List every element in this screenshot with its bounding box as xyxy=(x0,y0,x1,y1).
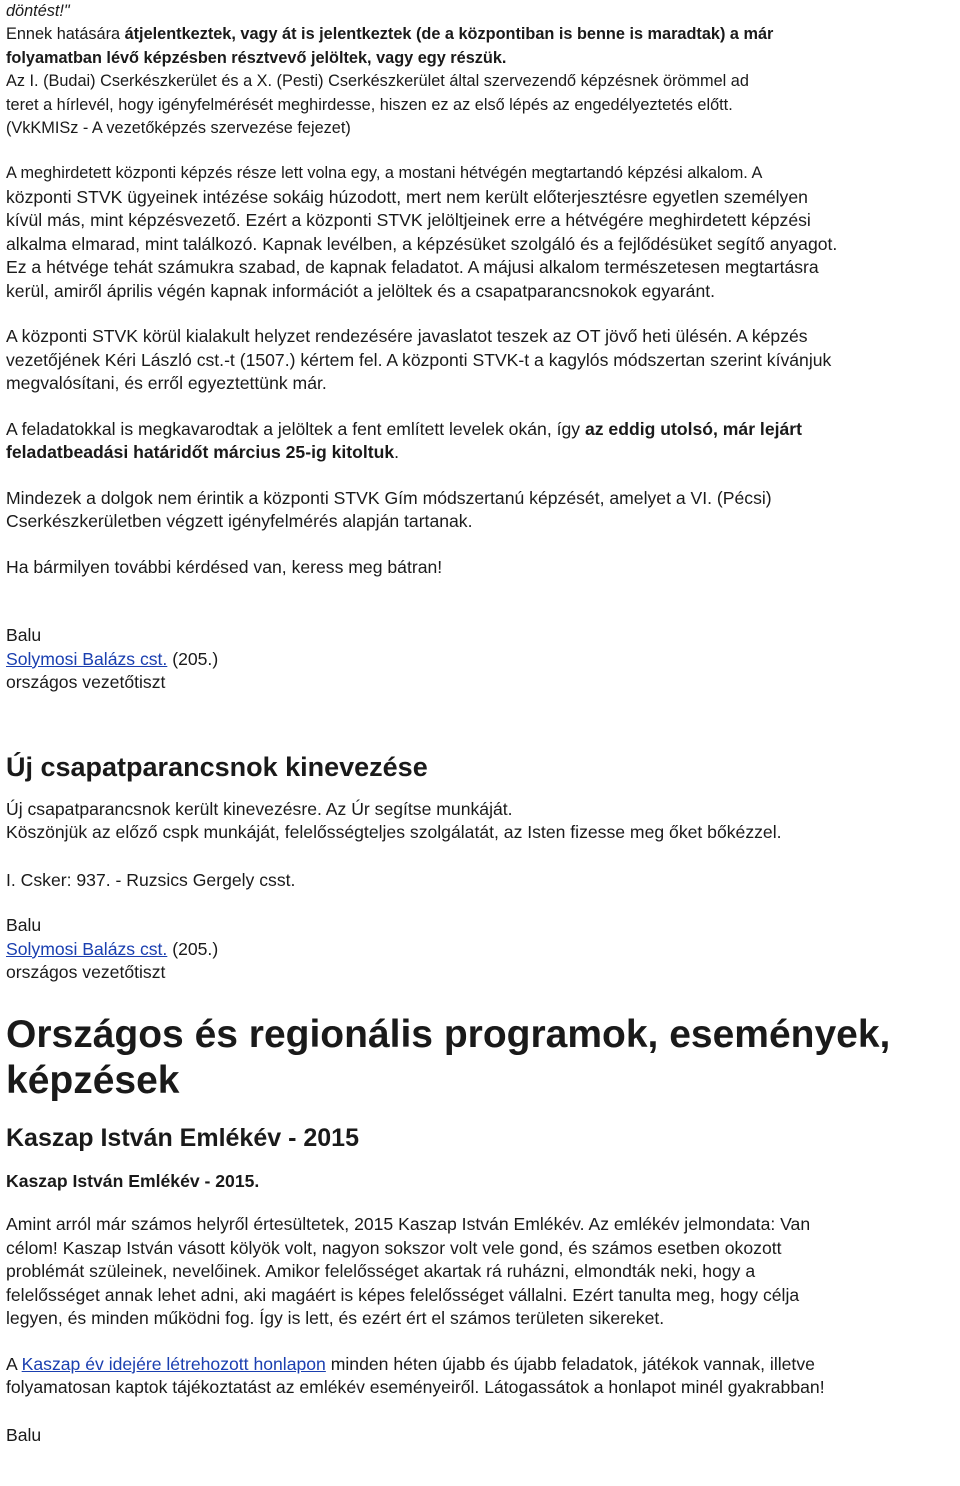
kaszap-link-line: A Kaszap év idejére létrehozott honlapon minden héten újabb és újabb feladatok, játékok vannak, illetve xyxy=(6,1353,815,1374)
section-title-new-leader: Új csapatparancsnok kinevezése xyxy=(6,751,428,782)
para2-line: vezetőjének Kéri László cst.-t (1507.) kértem fel. A központi STVK-t a kagylós módszertan szerint kívánjuk xyxy=(6,349,832,370)
intro-line-3: Az I. (Budai) Cserkészkerület és a X. (Pesti) Cserkészkerület által szervezendő képzésnek örömmel ad xyxy=(6,72,749,91)
section2-line-2: Köszönjük az előző cspk munkáját, felelősségteljes szolgálatát, az Isten fizesse meg őket bőkézzel. xyxy=(6,822,782,843)
paragraph-training xyxy=(6,162,954,303)
signature-link[interactable]: Solymosi Balázs cst. xyxy=(6,648,168,669)
intro-line-4: teret a hírlevél, hogy igényfelmérését meghirdesse, hiszen ez az első lépés az engedélyeztetés előtt. xyxy=(6,95,733,114)
intro-line-0: döntést!" xyxy=(6,2,70,20)
para2-line: A központi STVK körül kialakult helyzet rendezésére javaslatot teszek az OT jövő heti ülésén. A képzés xyxy=(6,326,808,347)
signature-name-line: Solymosi Balázs cst. (205.) xyxy=(6,938,219,959)
intro-line-1: Ennek hatására átjelentkeztek, vagy át is jelentkeztek (de a központiban is benne is maradtak) a már xyxy=(6,25,774,44)
para1-line: A meghirdetett központi képzés része lett volna egy, a mostani hétvégén megtartandó képzési alkalom. A xyxy=(6,164,763,183)
paragraph-deadline xyxy=(6,418,954,465)
intro-line-2: folyamatban lévő képzésben résztvevő jelöltek, vagy egy részük. xyxy=(6,48,507,67)
subsection-title-kaszap: Kaszap István Emlékév - 2015 xyxy=(6,1123,359,1152)
intro-line-5: (VkKMISz - A vezetőképzés szervezése fejezet) xyxy=(6,119,351,138)
signature-nick-3: Balu xyxy=(6,1424,42,1445)
kaszap-paragraph-2 xyxy=(6,1353,954,1400)
para1-line: alkalma elmarad, mint találkozó. Kapnak levélben, a képzésüket szolgáló és a fejlődésüket segítő anyagot. xyxy=(6,233,838,254)
signature-link[interactable]: Solymosi Balázs cst. xyxy=(6,938,168,959)
section2-line-1: Új csapatparancsnok került kinevezésre. Az Úr segítse munkáját. xyxy=(6,798,513,819)
signature-nick: Balu xyxy=(6,915,42,936)
kaszap-line: problémát szüleinek, nevelőinek. Amikor felelősséget akartak rá ruházni, elmondták neki, hogy a xyxy=(6,1261,756,1282)
signature-1 xyxy=(6,624,954,695)
section2-line-3: I. Csker: 937. - Ruzsics Gergely csst. xyxy=(6,869,296,890)
kaszap-line: folyamatosan kaptok tájékoztatást az emlékév eseményeiről. Látogassátok a honlapot minél gyakrabban! xyxy=(6,1377,825,1398)
para1-line: központi STVK ügyeinek intézése sokáig húzodott, mert nem került előterjesztésre egyetlen személyen xyxy=(6,186,808,207)
signature-role: országos vezetőtiszt xyxy=(6,962,166,983)
intro-block xyxy=(6,0,954,140)
para1-line: kerül, amiről április végén kapnak információt a jelöltek és a csapatparancsnokok egyaránt. xyxy=(6,280,716,301)
kaszap-line: célom! Kaszap István vásott kölyök volt, nagyon sokszor volt vele gond, és számos esetben okozott xyxy=(6,1237,782,1258)
signature-role: országos vezetőtiszt xyxy=(6,672,166,693)
paragraph-stvk xyxy=(6,325,954,396)
paragraph-gim xyxy=(6,487,954,534)
paragraph-questions: Ha bármilyen további kérdésed van, keress meg bátran! xyxy=(6,556,443,577)
signature-2 xyxy=(6,914,954,985)
para3-line-1: A feladatokkal is megkavarodtak a jelöltek a fent említett levelek okán, így az eddig utolsó, már lejárt xyxy=(6,418,802,439)
kaszap-line: legyen, és minden működni fog. Így is lett, és ezért ért el számos területen sikereket. xyxy=(6,1308,665,1329)
signature-name-line: Solymosi Balázs cst. (205.) xyxy=(6,648,219,669)
signature-nick: Balu xyxy=(6,625,42,646)
para4-line: Cserkészkerületben végzett igényfelmérés alapján tartanak. xyxy=(6,511,473,532)
para2-line: megvalósítani, és erről egyeztettünk már. xyxy=(6,373,327,394)
section-title-programs: Országos és regionális programok, események, képzések xyxy=(6,1012,891,1102)
kaszap-website-link[interactable]: Kaszap év idejére létrehozott honlapon xyxy=(21,1353,326,1374)
kaszap-paragraph-1 xyxy=(6,1213,954,1331)
para1-line: Ez a hétvége tehát számukra szabad, de kapnak feladatot. A májusi alkalom természetesen megtartásra xyxy=(6,257,819,278)
para4-line: Mindezek a dolgok nem érintik a központi STVK Gím módszertanú képzését, amelyet a VI. (Pécsi) xyxy=(6,487,772,508)
kaszap-line: Amint arról már számos helyről értesültetek, 2015 Kaszap István Emlékév. Az emlékév jelmondata: Van xyxy=(6,1214,811,1235)
para1-line: kívül más, mint képzésvezető. Ezért a központi STVK jelöltjeinek erre a hétvégére meghirdetett képzési xyxy=(6,210,811,231)
para3-line-2: feladatbeadási határidőt március 25-ig kitoltuk. xyxy=(6,442,400,463)
kaszap-line: felelősséget annak lehet adni, aki magáért is képes felelősséget vállalni. Ezért tanulta meg, hogy célja xyxy=(6,1284,800,1305)
kaszap-bold-line: Kaszap István Emlékév - 2015. xyxy=(6,1170,260,1191)
